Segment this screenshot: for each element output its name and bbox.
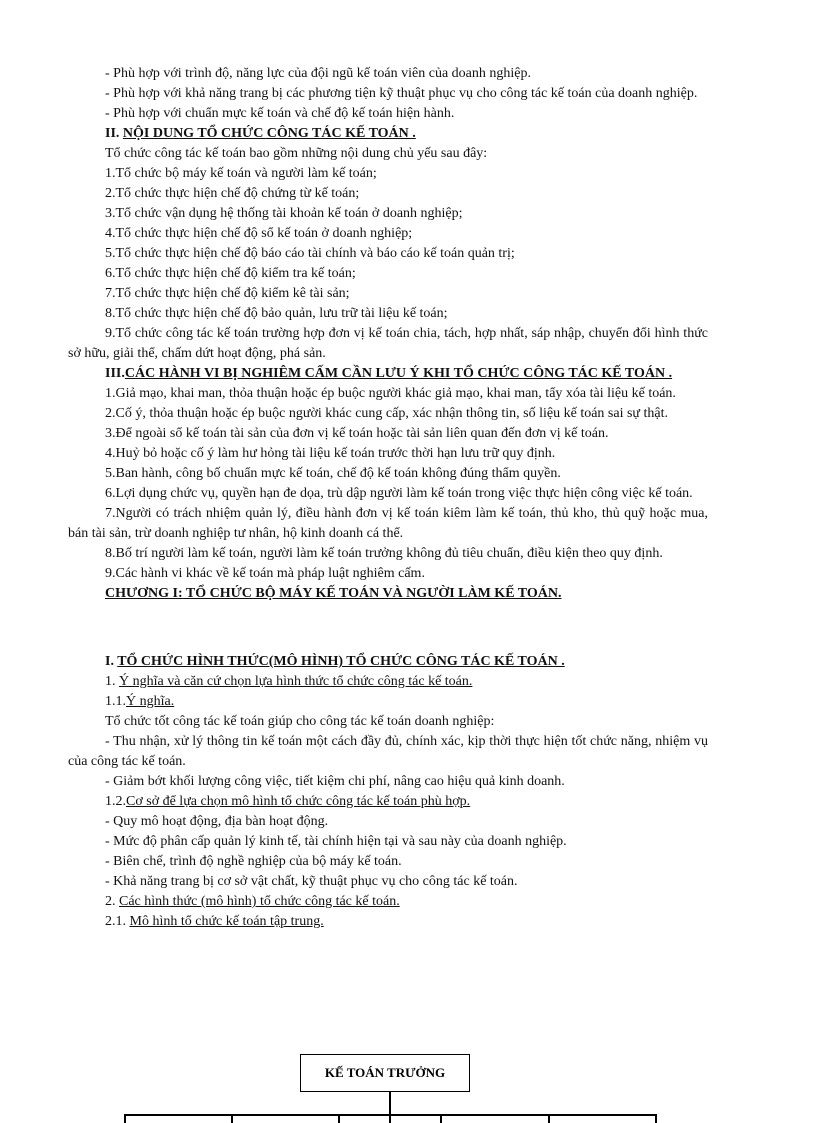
paragraph: 3.Để ngoài sổ kế toán tài sản của đơn vị kế toán hoặc tài sản liên quan đến đơn vị kế toán. (105, 426, 609, 441)
paragraph: - Phù hợp với chuẩn mực kế toán và chế độ kế toán hiện hành. (105, 106, 455, 121)
branch-line-3 (338, 1114, 340, 1123)
paragraph: 5.Tổ chức thực hiện chế độ báo cáo tài chính và báo cáo kế toán quản trị; (105, 246, 515, 261)
branch-line-4 (440, 1114, 442, 1123)
subheading (68, 912, 708, 932)
paragraph: 8.Tổ chức thực hiện chế độ bảo quản, lưu trữ tài liệu kế toán; (105, 306, 448, 321)
paragraph: 2.Tổ chức thực hiện chế độ chứng từ kế toán; (105, 186, 360, 201)
paragraph: 7.Tổ chức thực hiện chế độ kiểm kê tài sản; (105, 286, 350, 301)
heading-text: CÁC HÀNH VI BỊ NGHIÊM CẤM CẦN LƯU Ý KHI TỔ CHỨC CÔNG TÁC KẾ TOÁN . (124, 366, 673, 381)
subheading-text: Ý nghĩa và căn cứ chọn lựa hình thức tổ chức công tác kế toán. (119, 674, 473, 689)
section-heading (68, 652, 708, 672)
document-body (68, 64, 708, 932)
subheading-text: Ý nghĩa. (126, 694, 175, 709)
subheading-text: Các hình thức (mô hình) tổ chức công tác kế toán. (119, 894, 400, 909)
paragraph: 6.Lợi dụng chức vụ, quyền hạn đe dọa, trù dập người làm kế toán trong việc thực hiện công việc kế toán. (105, 486, 693, 501)
paragraph: 1.Giả mạo, khai man, thỏa thuận hoặc ép buộc người khác giả mạo, khai man, tẩy xóa tài liệu kế toán. (105, 386, 676, 401)
subheading-number: 1.2. (105, 794, 126, 809)
subheading (68, 892, 708, 912)
blank-line (68, 618, 708, 638)
chief-accountant-label: KẾ TOÁN TRƯỞNG (324, 1065, 446, 1080)
heading-number: CHƯƠNG I: (105, 586, 183, 601)
branch-line-1 (124, 1114, 126, 1123)
section-heading (68, 124, 708, 144)
heading-number: I. (105, 654, 118, 669)
paragraph: 5.Ban hành, công bố chuẩn mực kế toán, chế độ kế toán không đúng thẩm quyền. (105, 466, 561, 481)
section-heading (68, 364, 708, 384)
paragraph: - Giảm bớt khối lượng công việc, tiết kiệm chi phí, nâng cao hiệu quả kinh doanh. (105, 774, 565, 789)
paragraph: - Biên chế, trình độ nghề nghiệp của bộ máy kế toán. (105, 854, 402, 869)
branch-line-2 (231, 1114, 233, 1123)
paragraph: Tổ chức công tác kế toán bao gồm những nội dung chủ yếu sau đây: (105, 146, 488, 161)
section-heading (68, 584, 708, 604)
branch-line-5 (548, 1114, 550, 1123)
paragraph: - Phù hợp với khả năng trang bị các phương tiện kỹ thuật phục vụ cho công tác kế toán của doanh nghiệp. (105, 86, 698, 101)
subheading-number: 2.1. (105, 914, 130, 929)
heading-number: II. (105, 126, 123, 141)
heading-text: TỔ CHỨC HÌNH THỨC(MÔ HÌNH) TỔ CHỨC CÔNG TÁC KẾ TOÁN . (117, 654, 565, 669)
paragraph: 8.Bố trí người làm kế toán, người làm kế toán trưởng không đủ tiêu chuẩn, điều kiện theo quy định. (105, 546, 663, 561)
subheading-text: Cơ sở để lựa chọn mô hình tổ chức công tác kế toán phù hợp. (126, 794, 471, 809)
paragraph: - Quy mô hoạt động, địa bàn hoạt động. (105, 814, 329, 829)
paragraph: - Mức độ phân cấp quản lý kinh tế, tài chính hiện tại và sau này của doanh nghiệp. (105, 834, 567, 849)
paragraph: 7.Người có trách nhiệm quản lý, điều hành đơn vị kế toán kiêm làm kế toán, thủ kho, thủ quỹ hoặc mua, bán tài sản, trừ doanh nghiệp tư nhân, hộ kinh doanh cá thể. (68, 506, 708, 541)
subheading-number: 1. (105, 674, 119, 689)
subheading-number: 1.1. (105, 694, 126, 709)
paragraph: - Phù hợp với trình độ, năng lực của đội ngũ kế toán viên của doanh nghiệp. (105, 66, 531, 81)
paragraph: - Khả năng trang bị cơ sở vật chất, kỹ thuật phục vụ cho công tác kế toán. (105, 874, 518, 889)
paragraph: - Thu nhận, xử lý thông tin kế toán một cách đầy đủ, chính xác, kịp thời thực hiện tốt chức năng, nhiệm vụ của công tác kế toán. (68, 734, 708, 769)
paragraph: 3.Tổ chức vận dụng hệ thống tài khoản kế toán ở doanh nghiệp; (105, 206, 463, 221)
connector-vertical (389, 1092, 391, 1123)
heading-text: NỘI DUNG TỔ CHỨC CÔNG TÁC KẾ TOÁN . (122, 126, 416, 141)
subheading (68, 792, 708, 812)
paragraph: 4.Huỷ bỏ hoặc cố ý làm hư hỏng tài liệu kế toán trước thời hạn lưu trữ quy định. (105, 446, 556, 461)
subheading-number: 2. (105, 894, 119, 909)
paragraph: 4.Tổ chức thực hiện chế độ sổ kế toán ở doanh nghiệp; (105, 226, 413, 241)
paragraph: 9.Tổ chức công tác kế toán trường hợp đơn vị kế toán chia, tách, hợp nhất, sáp nhập, chuyển đổi hình thức sở hữu, giải thể, chấm dứt hoạt động, phá sản. (68, 326, 708, 361)
branch-line-6 (655, 1114, 657, 1123)
paragraph: 9.Các hành vi khác về kế toán mà pháp luật nghiêm cấm. (105, 566, 425, 581)
paragraph: Tổ chức tốt công tác kế toán giúp cho công tác kế toán doanh nghiệp: (105, 714, 495, 729)
chief-accountant-box (300, 1054, 470, 1092)
subheading-text: Mô hình tổ chức kế toán tập trung. (129, 914, 324, 929)
paragraph: 6.Tổ chức thực hiện chế độ kiểm tra kế toán; (105, 266, 356, 281)
connector-horizontal (124, 1114, 656, 1116)
subheading (68, 692, 708, 712)
paragraph: 1.Tổ chức bộ máy kế toán và người làm kế toán; (105, 166, 377, 181)
heading-number: III. (105, 366, 125, 381)
heading-text: TỔ CHỨC BỘ MÁY KẾ TOÁN VÀ NGƯỜI LÀM KẾ TOÁN. (182, 586, 562, 601)
paragraph: 2.Cố ý, thỏa thuận hoặc ép buộc người khác cung cấp, xác nhận thông tin, số liệu kế toán sai sự thật. (105, 406, 669, 421)
subheading (68, 672, 708, 692)
